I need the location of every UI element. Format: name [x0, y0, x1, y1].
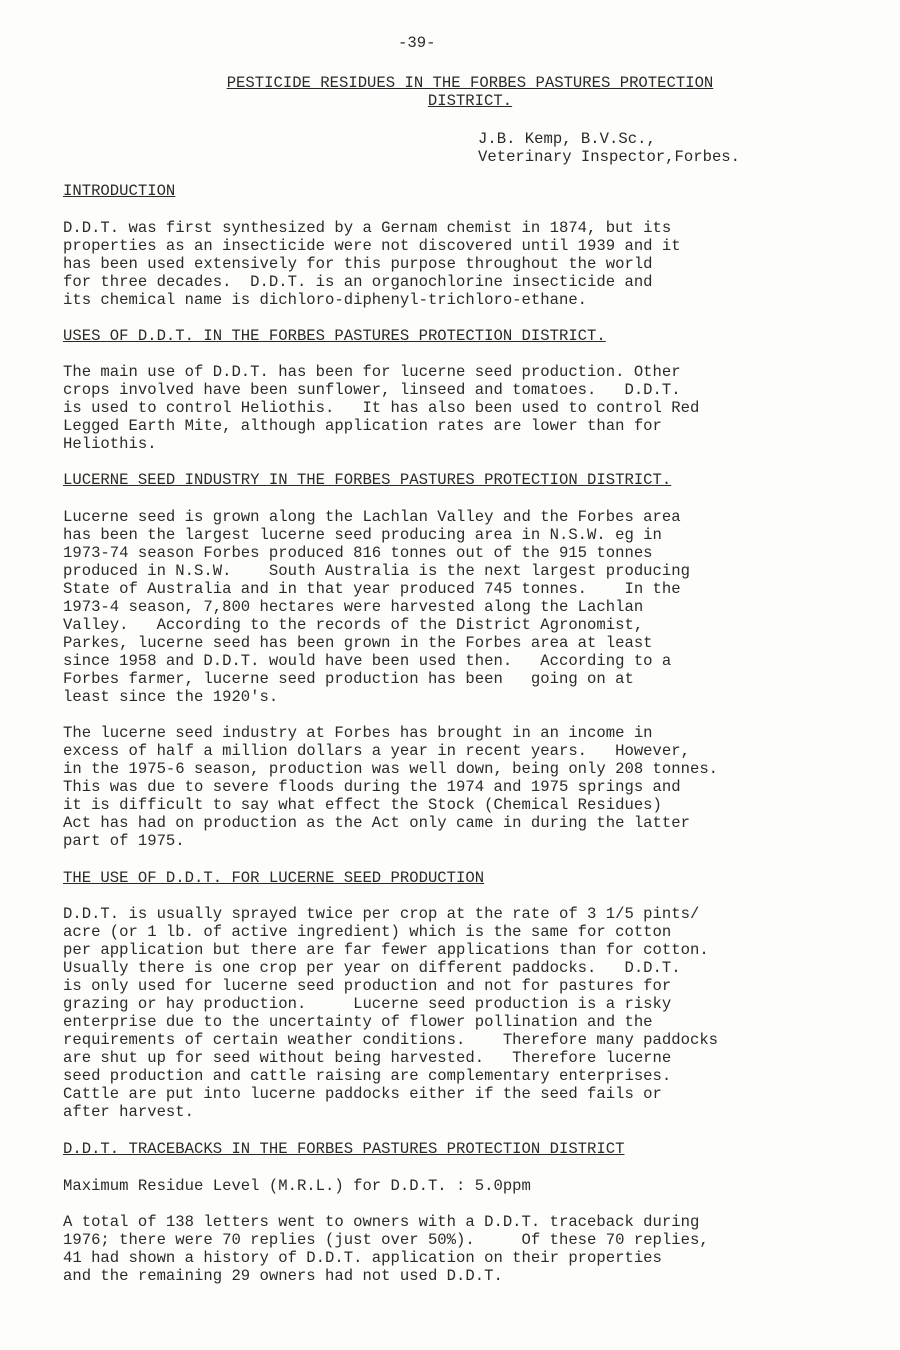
section-heading-lucerne-industry: LUCERNE SEED INDUSTRY IN THE FORBES PASTURES PROTECTION DISTRICT. [63, 471, 672, 489]
paragraph-uses: The main use of D.D.T. has been for lucerne seed production. Other crops involved have been sunflower, linseed and tomatoes. D.D.T. is used to control Heliothis. It has also been used to control Red Legged Earth Mite, although application rates are lower than for Heliothis. [63, 363, 700, 453]
section-heading-uses: USES OF D.D.T. IN THE FORBES PASTURES PROTECTION DISTRICT. [63, 327, 606, 345]
page-number: -39- [398, 34, 436, 52]
paragraph-tracebacks: A total of 138 letters went to owners with a D.D.T. traceback during 1976; there were 70 replies (just over 50%). Of these 70 replies, 41 had shown a history of D.D.T. application on their properties and the remaining 29 owners had not used D.D.T. [63, 1213, 709, 1285]
paragraph-lucerne-industry-2: The lucerne seed industry at Forbes has brought in an income in excess of half a million dollars a year in recent years. However, in the 1975-6 season, production was well down, being only 208 tonnes. This was due to severe floods during the 1974 and 1975 springs and it is difficult to say what effect the Stock (Chemical Residues) Act has had on production as the Act only came in during the latter part of 1975. [63, 724, 719, 850]
author-block [478, 130, 740, 166]
paragraph-mrl: Maximum Residue Level (M.R.L.) for D.D.T. : 5.0ppm [63, 1177, 531, 1195]
paragraph-introduction: D.D.T. was first synthesized by a Gernam chemist in 1874, but its properties as an insecticide were not discovered until 1939 and it has been used extensively for this purpose throughout the world for three decades. D.D.T. is an organochlorine insecticide and its chemical name is dichloro-diphenyl-trichloro-ethane. [63, 219, 681, 309]
section-heading-ddt-use: THE USE OF D.D.T. FOR LUCERNE SEED PRODUCTION [63, 869, 485, 887]
paragraph-lucerne-industry-1: Lucerne seed is grown along the Lachlan Valley and the Forbes area has been the largest lucerne seed producing area in N.S.W. eg in 1973-74 season Forbes produced 816 tonnes out of the 915 tonnes produced in N.S.W. South Australia is the next largest producing State of Australia and in that year produced 745 tonnes. In the 1973-4 season, 7,800 hectares were harvested along the Lachlan Valley. According to the records of the District Agronomist, Parkes, lucerne seed has been grown in the Forbes area at least since 1958 and D.D.T. would have been used then. According to a Forbes farmer, lucerne seed production has been going on at least since the 1920's. [63, 508, 690, 706]
author-name: J.B. Kemp, B.V.Sc., [478, 130, 656, 148]
document-title: PESTICIDE RESIDUES IN THE FORBES PASTURES PROTECTION DISTRICT. [226, 74, 714, 110]
paragraph-ddt-use: D.D.T. is usually sprayed twice per crop at the rate of 3 1/5 pints/ acre (or 1 lb. of active ingredient) which is the same for cotton per application but there are far fewer applications than for cotton. Usually there is one crop per year on different paddocks. D.D.T. is only used for lucerne seed production and not for pastures for grazing or hay production. Lucerne seed production is a risky enterprise due to the uncertainty of flower pollination and the requirements of certain weather conditions. Therefore many paddocks are shut up for seed without being harvested. Therefore lucerne seed production and cattle raising are complementary enterprises. Cattle are put into lucerne paddocks either if the seed fails or after harvest. [63, 905, 719, 1121]
section-heading-tracebacks: D.D.T. TRACEBACKS IN THE FORBES PASTURES PROTECTION DISTRICT [63, 1140, 625, 1158]
section-heading-introduction: INTRODUCTION [63, 182, 176, 200]
author-position: Veterinary Inspector,Forbes. [478, 148, 741, 166]
